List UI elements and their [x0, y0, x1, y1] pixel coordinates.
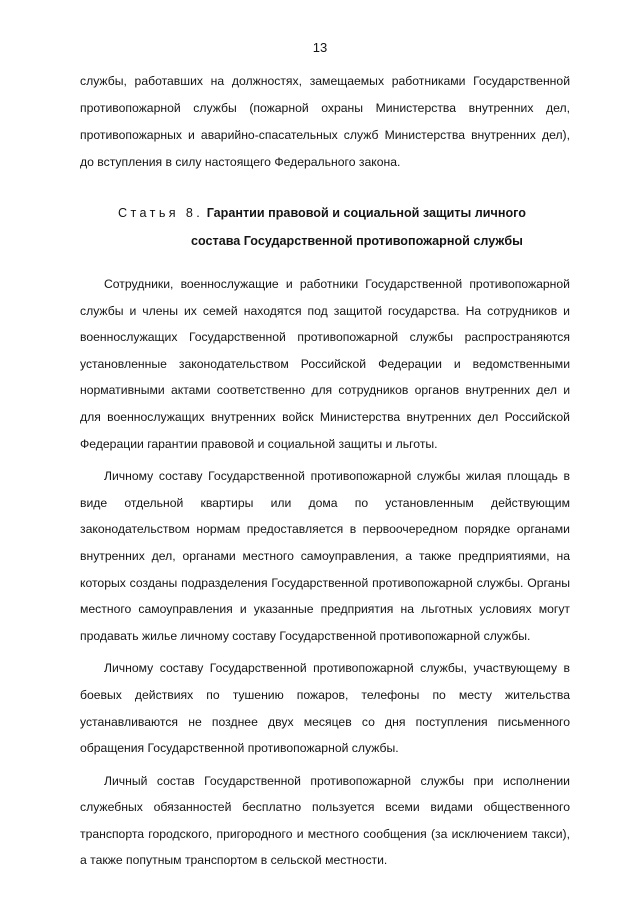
article-title-line-1: Гарантии правовой и социальной защиты личного — [206, 206, 526, 220]
article-label: Статья 8. — [118, 206, 204, 220]
article-body — [80, 271, 570, 880]
article-title-line-2: состава Государственной противопожарной службы — [191, 234, 523, 248]
paragraph-4: Личный состав Государственной противопожарной службы при исполнении служебных обязанностей бесплатно пользуется всеми видами общественного транспорта городского, пригородного и местного сообщения (за исключением такси), а также попутным транспортом в сельской местности. — [80, 773, 570, 868]
intro-paragraph: службы, работавших на должностях, замещаемых работниками Государственной противопожарной службы (пожарной охраны Министерства внутренних дел, противопожарных и аварийно-спасательных служб Министерства внутренних дел), до вступления в силу настоящего Федерального закона. — [80, 74, 570, 169]
paragraph-2: Личному составу Государственной противопожарной службы жилая площадь в виде отдельной квартиры или дома по установленным действующим законодательством нормам предоставляется в первоочередном порядке органами внутренних дел, органами местного самоуправления, а также предприятиями, на которых созданы подразделения Государственной противопожарной службы. Органы местного самоуправления и указанные предприятия на льготных условиях могут продавать жилье личному составу Государственной противопожарной службы. — [80, 469, 570, 643]
paragraph-1: Сотрудники, военнослужащие и работники Государственной противопожарной службы и члены их семей находятся под защитой государства. На сотрудников и военнослужащих Государственной противопожарной службы распространяются установленные законодательством Российской Федерации и ведомственными нормативными актами соответственно для сотрудников органов внутренних дел и для военнослужащих внутренних войск Министерства внутренних дел Российской Федерации гарантии правовой и социальной защиты и льготы. — [80, 277, 570, 451]
page-number: 13 — [312, 40, 328, 55]
article-heading — [118, 199, 538, 255]
paragraph-3: Личному составу Государственной противопожарной службы, участвующему в боевых действиях по тушению пожаров, телефоны по месту жительства устанавливаются не позднее двух месяцев со дня поступления письменного обращения Государственной противопожарной службы. — [80, 661, 570, 756]
